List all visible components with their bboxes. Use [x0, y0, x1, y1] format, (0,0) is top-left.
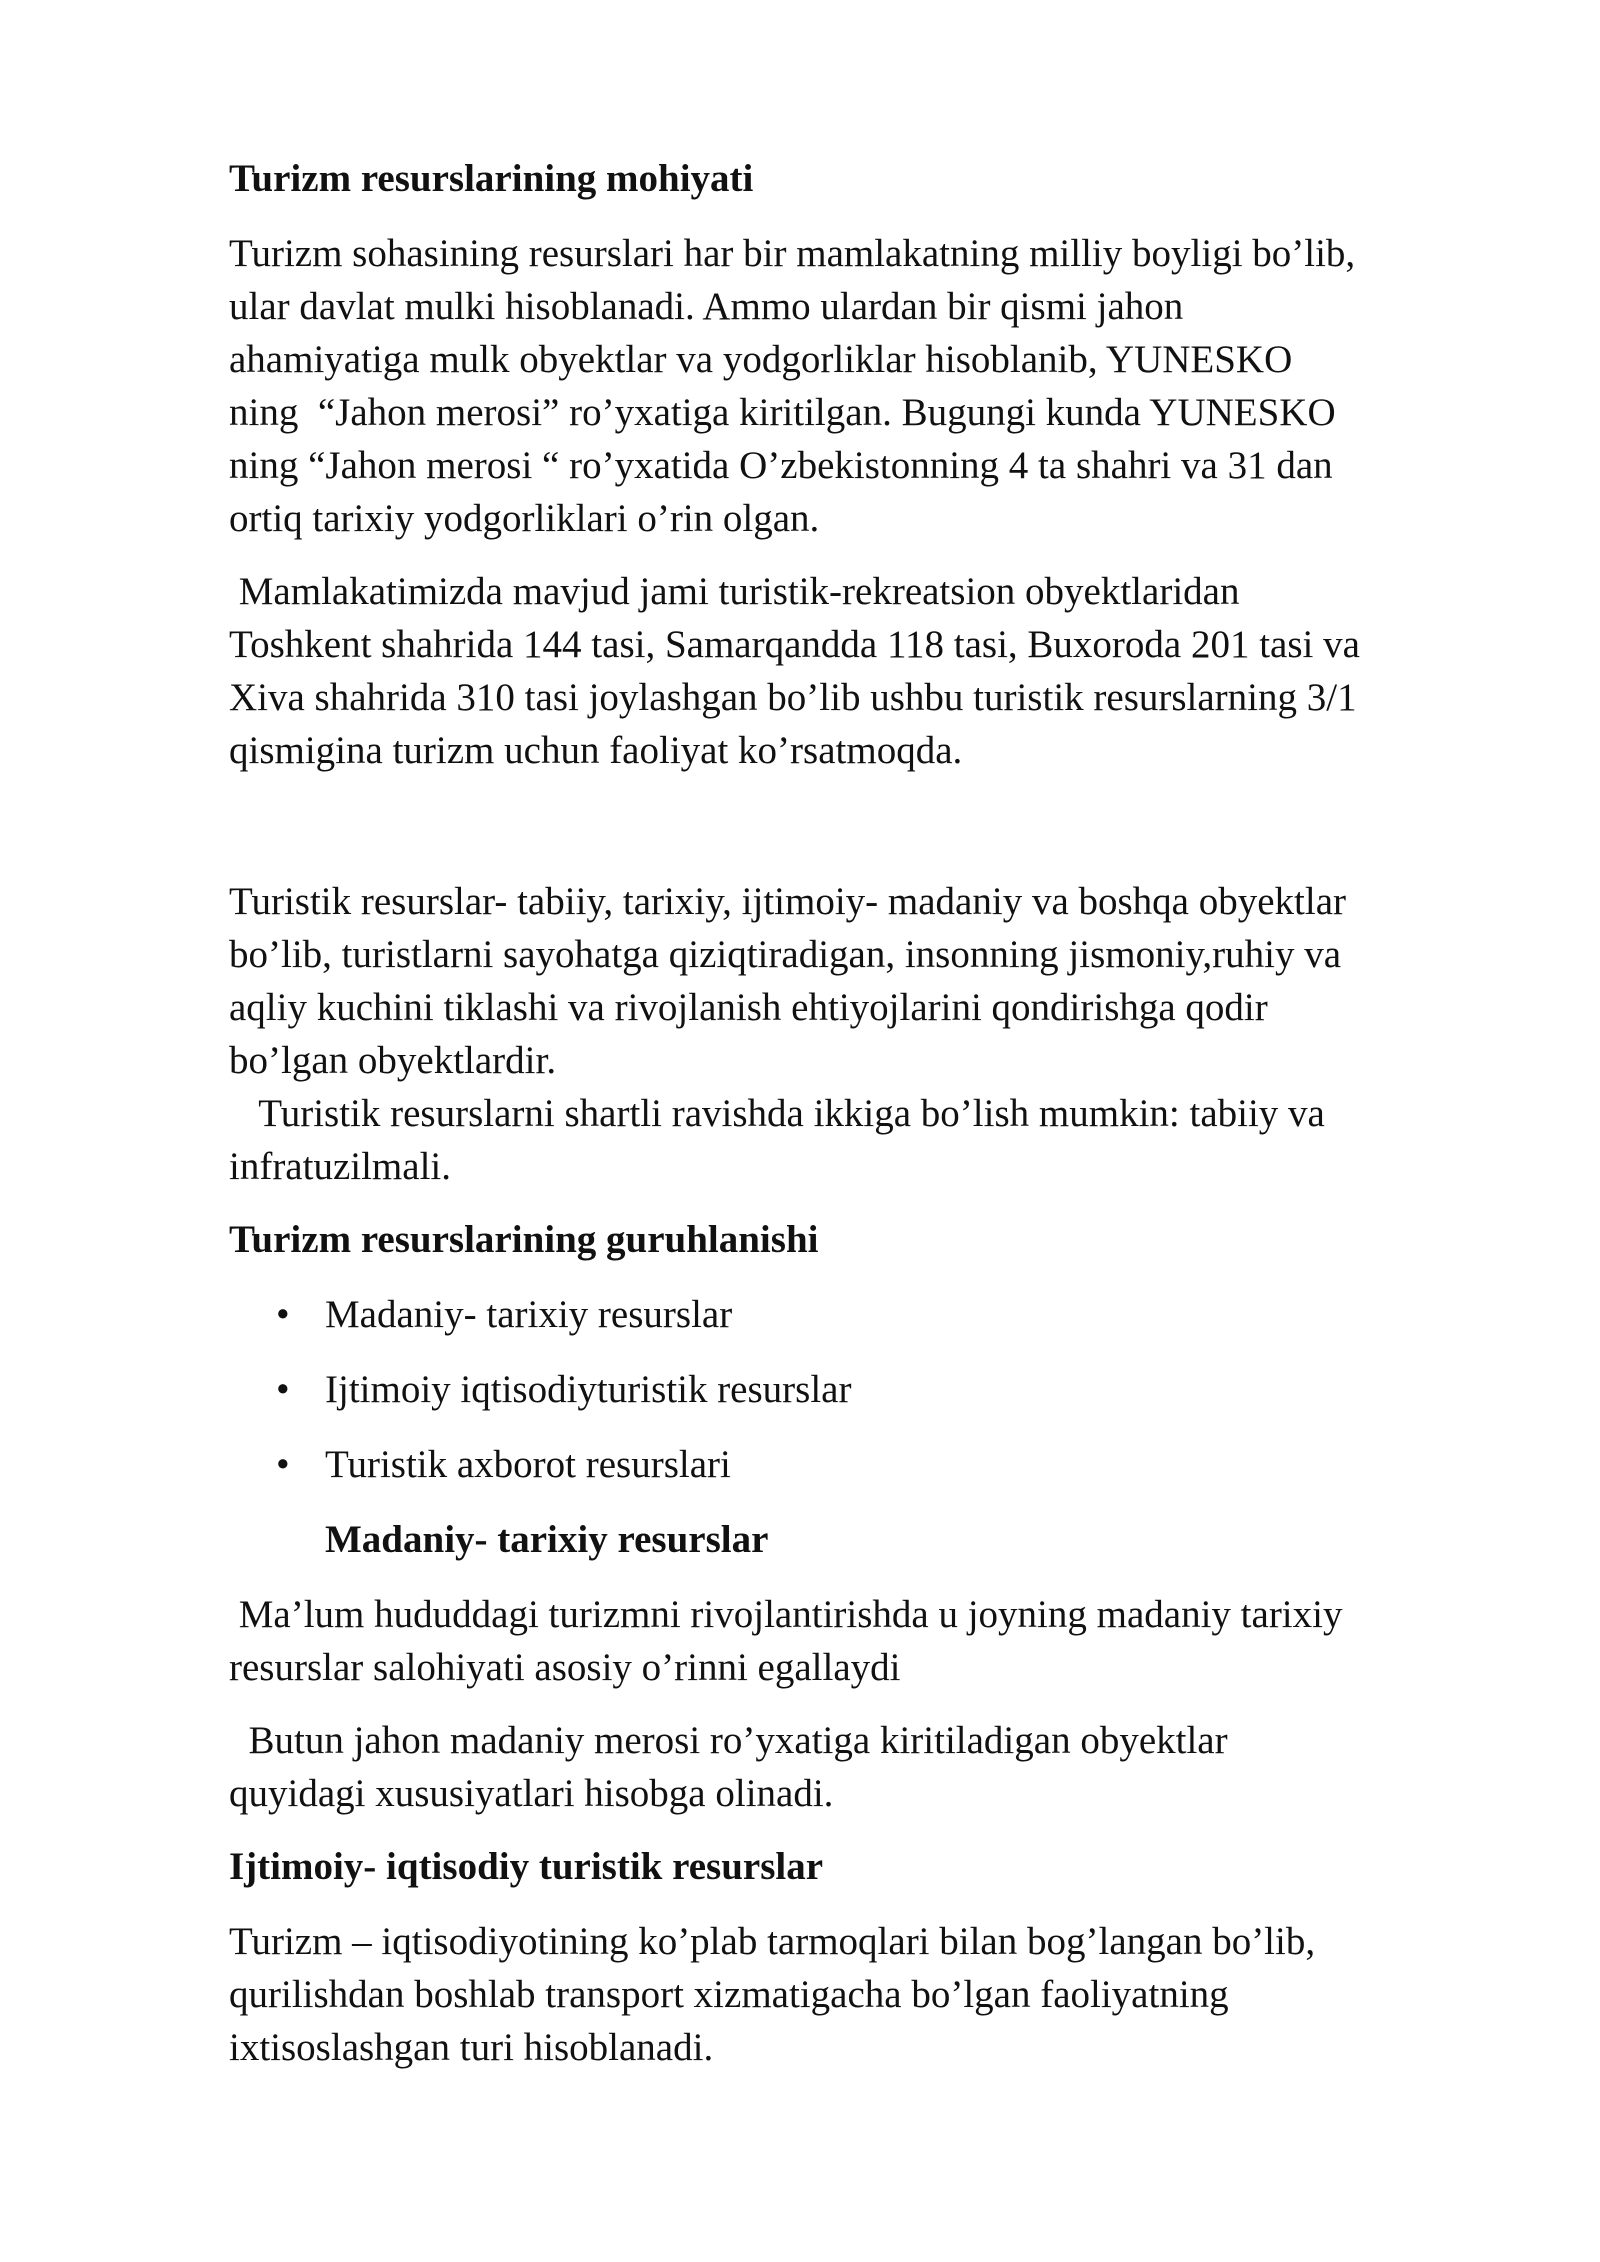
paragraph-turistik-resurslar-definition: Turistik resurslar- tabiiy, tarixiy, ijtimoiy- madaniy va boshqa obyektlar bo’lib, turistlarni sayohatga qiziqtiradigan, insonning jismoniy,ruhiy va aqliy kuchini tiklashi va rivojlanish ehtiyojlarini qondirishga qodir bo’lgan obyektlardir.	[229, 880, 1347, 1082]
section-heading-guruhlanishi: Turizm resurslarining guruhlanishi	[229, 1218, 819, 1261]
list-item-text: Ijtimoiy iqtisodiyturistik resurslar	[325, 1368, 852, 1411]
bullet-icon: •	[276, 1368, 290, 1411]
list-item	[229, 1438, 1499, 1491]
bullet-icon: •	[276, 1293, 290, 1336]
list-item-text: Madaniy- tarixiy resurslar	[325, 1293, 733, 1336]
section-heading-madaniy-tarixiy: Madaniy- tarixiy resurslar	[325, 1518, 769, 1561]
resource-groups-list	[229, 1288, 1499, 1491]
section-heading-ijtimoiy-iqtisodiy: Ijtimoiy- iqtisodiy turistik resurslar	[229, 1845, 824, 1888]
paragraph-resources-intro: Turizm sohasining resurslari har bir mamlakatning milliy boyligi bo’lib, ular davlat mulki hisoblanadi. Ammo ulardan bir qismi jahon ahamiyatiga mulk obyektlar va yodgorliklar hisoblanib, YUNESKO ning “Jahon merosi” ro’yxatiga kiritilgan. Bugungi kunda YUNESKO ning “Jahon merosi “ ro’yxatida O’zbekistonning 4 ta shahri va 31 dan ortiq tarixiy yodgorliklari o’rin olgan.	[229, 232, 1356, 540]
list-item	[229, 1288, 1499, 1341]
list-item-text: Turistik axborot resurslari	[325, 1443, 731, 1486]
list-item	[229, 1363, 1499, 1416]
section-heading-mohiyati: Turizm resurslarining mohiyati	[229, 157, 754, 200]
paragraph-resource-division: Turistik resurslarni shartli ravishda ikkiga bo’lish mumkin: tabiiy va infratuzilmali.	[229, 1092, 1325, 1188]
paragraph-tourism-economy: Turizm – iqtisodiyotining ko’plab tarmoqlari bilan bog’langan bo’lib, qurilishdan boshlab transport xizmatigacha bo’lgan faoliyatning ixtisoslashgan turi hisoblanadi.	[229, 1920, 1316, 2069]
bullet-icon: •	[276, 1443, 290, 1486]
document-body	[229, 152, 1499, 2094]
paragraph-cultural-potential: Ma’lum hududdagi turizmni rivojlantirishda u joyning madaniy tarixiy resurslar salohiyati asosiy o’rinni egallaydi	[229, 1593, 1343, 1689]
paragraph-objects-count: Mamlakatimizda mavjud jami turistik-rekreatsion obyektlaridan Toshkent shahrida 144 tasi, Samarqandda 118 tasi, Buxoroda 201 tasi va Xiva shahrida 310 tasi joylashgan bo’lib ushbu turistik resurslarning 3/1 qismigina turizm uchun faoliyat ko’rsatmoqda.	[229, 570, 1360, 772]
paragraph-world-heritage: Butun jahon madaniy merosi ro’yxatiga kiritiladigan obyektlar quyidagi xususiyatlari hisobga olinadi.	[229, 1719, 1228, 1815]
